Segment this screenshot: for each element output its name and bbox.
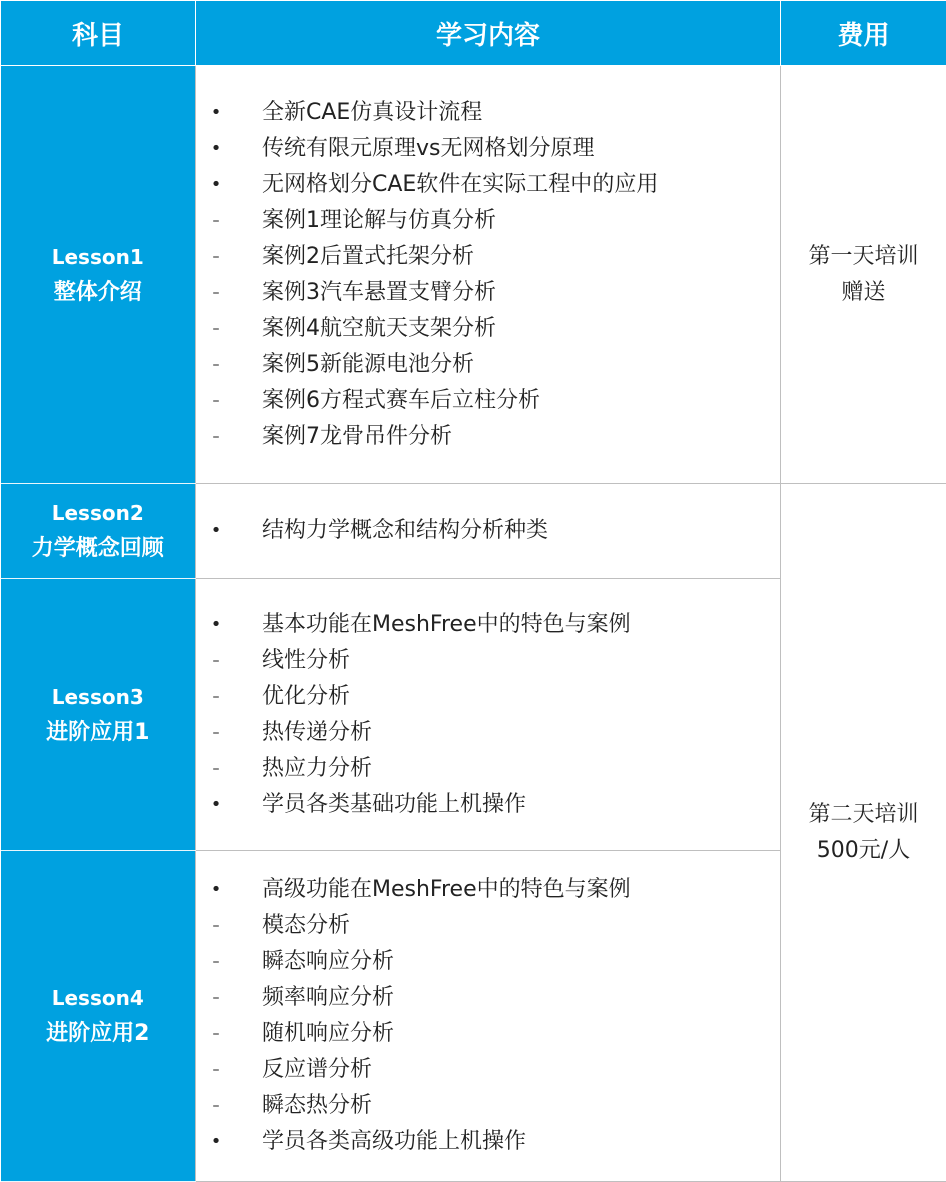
list-item: [196, 787, 780, 823]
item-text: 结构力学概念和结构分析种类: [262, 518, 549, 544]
lesson-subject-cell: [1, 579, 196, 850]
lesson-code: Lesson1: [51, 244, 144, 269]
item-text: 传统有限元原理vs无网格划分原理: [262, 135, 595, 161]
bullet-marker: •: [210, 137, 222, 159]
item-text: 反应谱分析: [262, 1056, 373, 1082]
lesson-content-cell: [196, 850, 781, 1181]
item-text: 案例3汽车悬置支臂分析: [262, 279, 496, 305]
fee-line1: 第二天培训: [808, 801, 919, 827]
header-content: 学习内容: [196, 1, 781, 66]
list-item: [196, 239, 780, 275]
dash-marker: –: [212, 917, 220, 934]
lesson-code: Lesson3: [51, 684, 144, 709]
list-item: [196, 908, 780, 944]
dash-marker: –: [212, 953, 220, 970]
dash-marker: –: [212, 428, 220, 445]
item-text: 学员各类高级功能上机操作: [262, 1128, 527, 1154]
item-text: 案例4航空航天支架分析: [262, 315, 496, 341]
dash-marker: –: [212, 320, 220, 337]
lesson-items-list: [196, 513, 780, 549]
dash-marker: –: [212, 1097, 220, 1114]
item-text: 优化分析: [262, 683, 351, 709]
list-item: [196, 203, 780, 239]
list-item: [196, 980, 780, 1016]
list-item: [196, 872, 780, 908]
list-item: [196, 607, 780, 643]
lesson-title: 进阶应用2: [46, 1020, 150, 1046]
bullet-marker: •: [210, 613, 222, 635]
dash-marker: –: [212, 212, 220, 229]
fee-line2: 赠送: [841, 279, 886, 305]
bullet-marker: •: [210, 1130, 222, 1152]
item-text: 学员各类基础功能上机操作: [262, 791, 527, 817]
bullet-marker: •: [210, 520, 222, 542]
item-text: 案例2后置式托架分析: [262, 243, 474, 269]
list-item: [196, 715, 780, 751]
item-text: 模态分析: [262, 912, 351, 938]
list-item: [196, 275, 780, 311]
lesson-title: 进阶应用1: [46, 719, 150, 745]
lesson-items-list: [196, 95, 780, 455]
bullet-marker: •: [210, 101, 222, 123]
dash-marker: –: [212, 724, 220, 741]
list-item: [196, 1016, 780, 1052]
item-text: 瞬态响应分析: [262, 948, 395, 974]
item-text: 高级功能在MeshFree中的特色与案例: [262, 876, 631, 902]
bullet-marker: •: [210, 793, 222, 815]
dash-marker: –: [212, 1061, 220, 1078]
fee-cell-day2: [781, 484, 946, 1182]
dash-marker: –: [212, 1025, 220, 1042]
lesson-row-2: [1, 484, 946, 579]
dash-marker: –: [212, 248, 220, 265]
dash-marker: –: [212, 760, 220, 777]
list-item: [196, 311, 780, 347]
dash-marker: –: [212, 392, 220, 409]
header-subject: 科目: [1, 1, 196, 66]
header-row: [1, 1, 946, 66]
list-item: [196, 131, 780, 167]
fee-cell-day1: [781, 66, 946, 484]
lesson-title: 力学概念回顾: [31, 536, 164, 562]
list-item: [196, 1052, 780, 1088]
item-text: 基本功能在MeshFree中的特色与案例: [262, 611, 631, 637]
bullet-marker: •: [210, 878, 222, 900]
lesson-code: Lesson2: [51, 501, 144, 526]
lesson-subject-cell: [1, 484, 196, 579]
lesson-content-cell: [196, 579, 781, 850]
lesson-subject-cell: [1, 66, 196, 484]
list-item: [196, 513, 780, 549]
lesson-items-list: [196, 607, 780, 823]
list-item: [196, 1088, 780, 1124]
item-text: 瞬态热分析: [262, 1092, 373, 1118]
dash-marker: –: [212, 356, 220, 373]
list-item: [196, 383, 780, 419]
list-item: [196, 419, 780, 455]
dash-marker: –: [212, 989, 220, 1006]
lesson-row-1: [1, 66, 946, 484]
list-item: [196, 95, 780, 131]
lesson-content-cell: [196, 66, 781, 484]
item-text: 线性分析: [262, 647, 351, 673]
fee-line2: 500元/人: [816, 837, 911, 863]
lesson-items-list: [196, 872, 780, 1160]
dash-marker: –: [212, 688, 220, 705]
item-text: 热传递分析: [262, 719, 373, 745]
lesson-code: Lesson4: [51, 985, 144, 1010]
item-text: 热应力分析: [262, 755, 373, 781]
item-text: 案例5新能源电池分析: [262, 351, 474, 377]
dash-marker: –: [212, 284, 220, 301]
fee-line1: 第一天培训: [808, 243, 919, 269]
dash-marker: –: [212, 652, 220, 669]
list-item: [196, 167, 780, 203]
item-text: 案例1理论解与仿真分析: [262, 207, 496, 233]
item-text: 随机响应分析: [262, 1020, 395, 1046]
list-item: [196, 751, 780, 787]
list-item: [196, 643, 780, 679]
item-text: 无网格划分CAE软件在实际工程中的应用: [262, 171, 659, 197]
list-item: [196, 347, 780, 383]
item-text: 案例7龙骨吊件分析: [262, 423, 452, 449]
item-text: 频率响应分析: [262, 984, 395, 1010]
header-fee: 费用: [781, 1, 946, 66]
item-text: 案例6方程式赛车后立柱分析: [262, 387, 540, 413]
lesson-title: 整体介绍: [53, 279, 142, 305]
lesson-subject-cell: [1, 850, 196, 1181]
bullet-marker: •: [210, 173, 222, 195]
item-text: 全新CAE仿真设计流程: [262, 99, 483, 125]
list-item: [196, 679, 780, 715]
list-item: [196, 944, 780, 980]
lesson-content-cell: [196, 484, 781, 579]
list-item: [196, 1124, 780, 1160]
